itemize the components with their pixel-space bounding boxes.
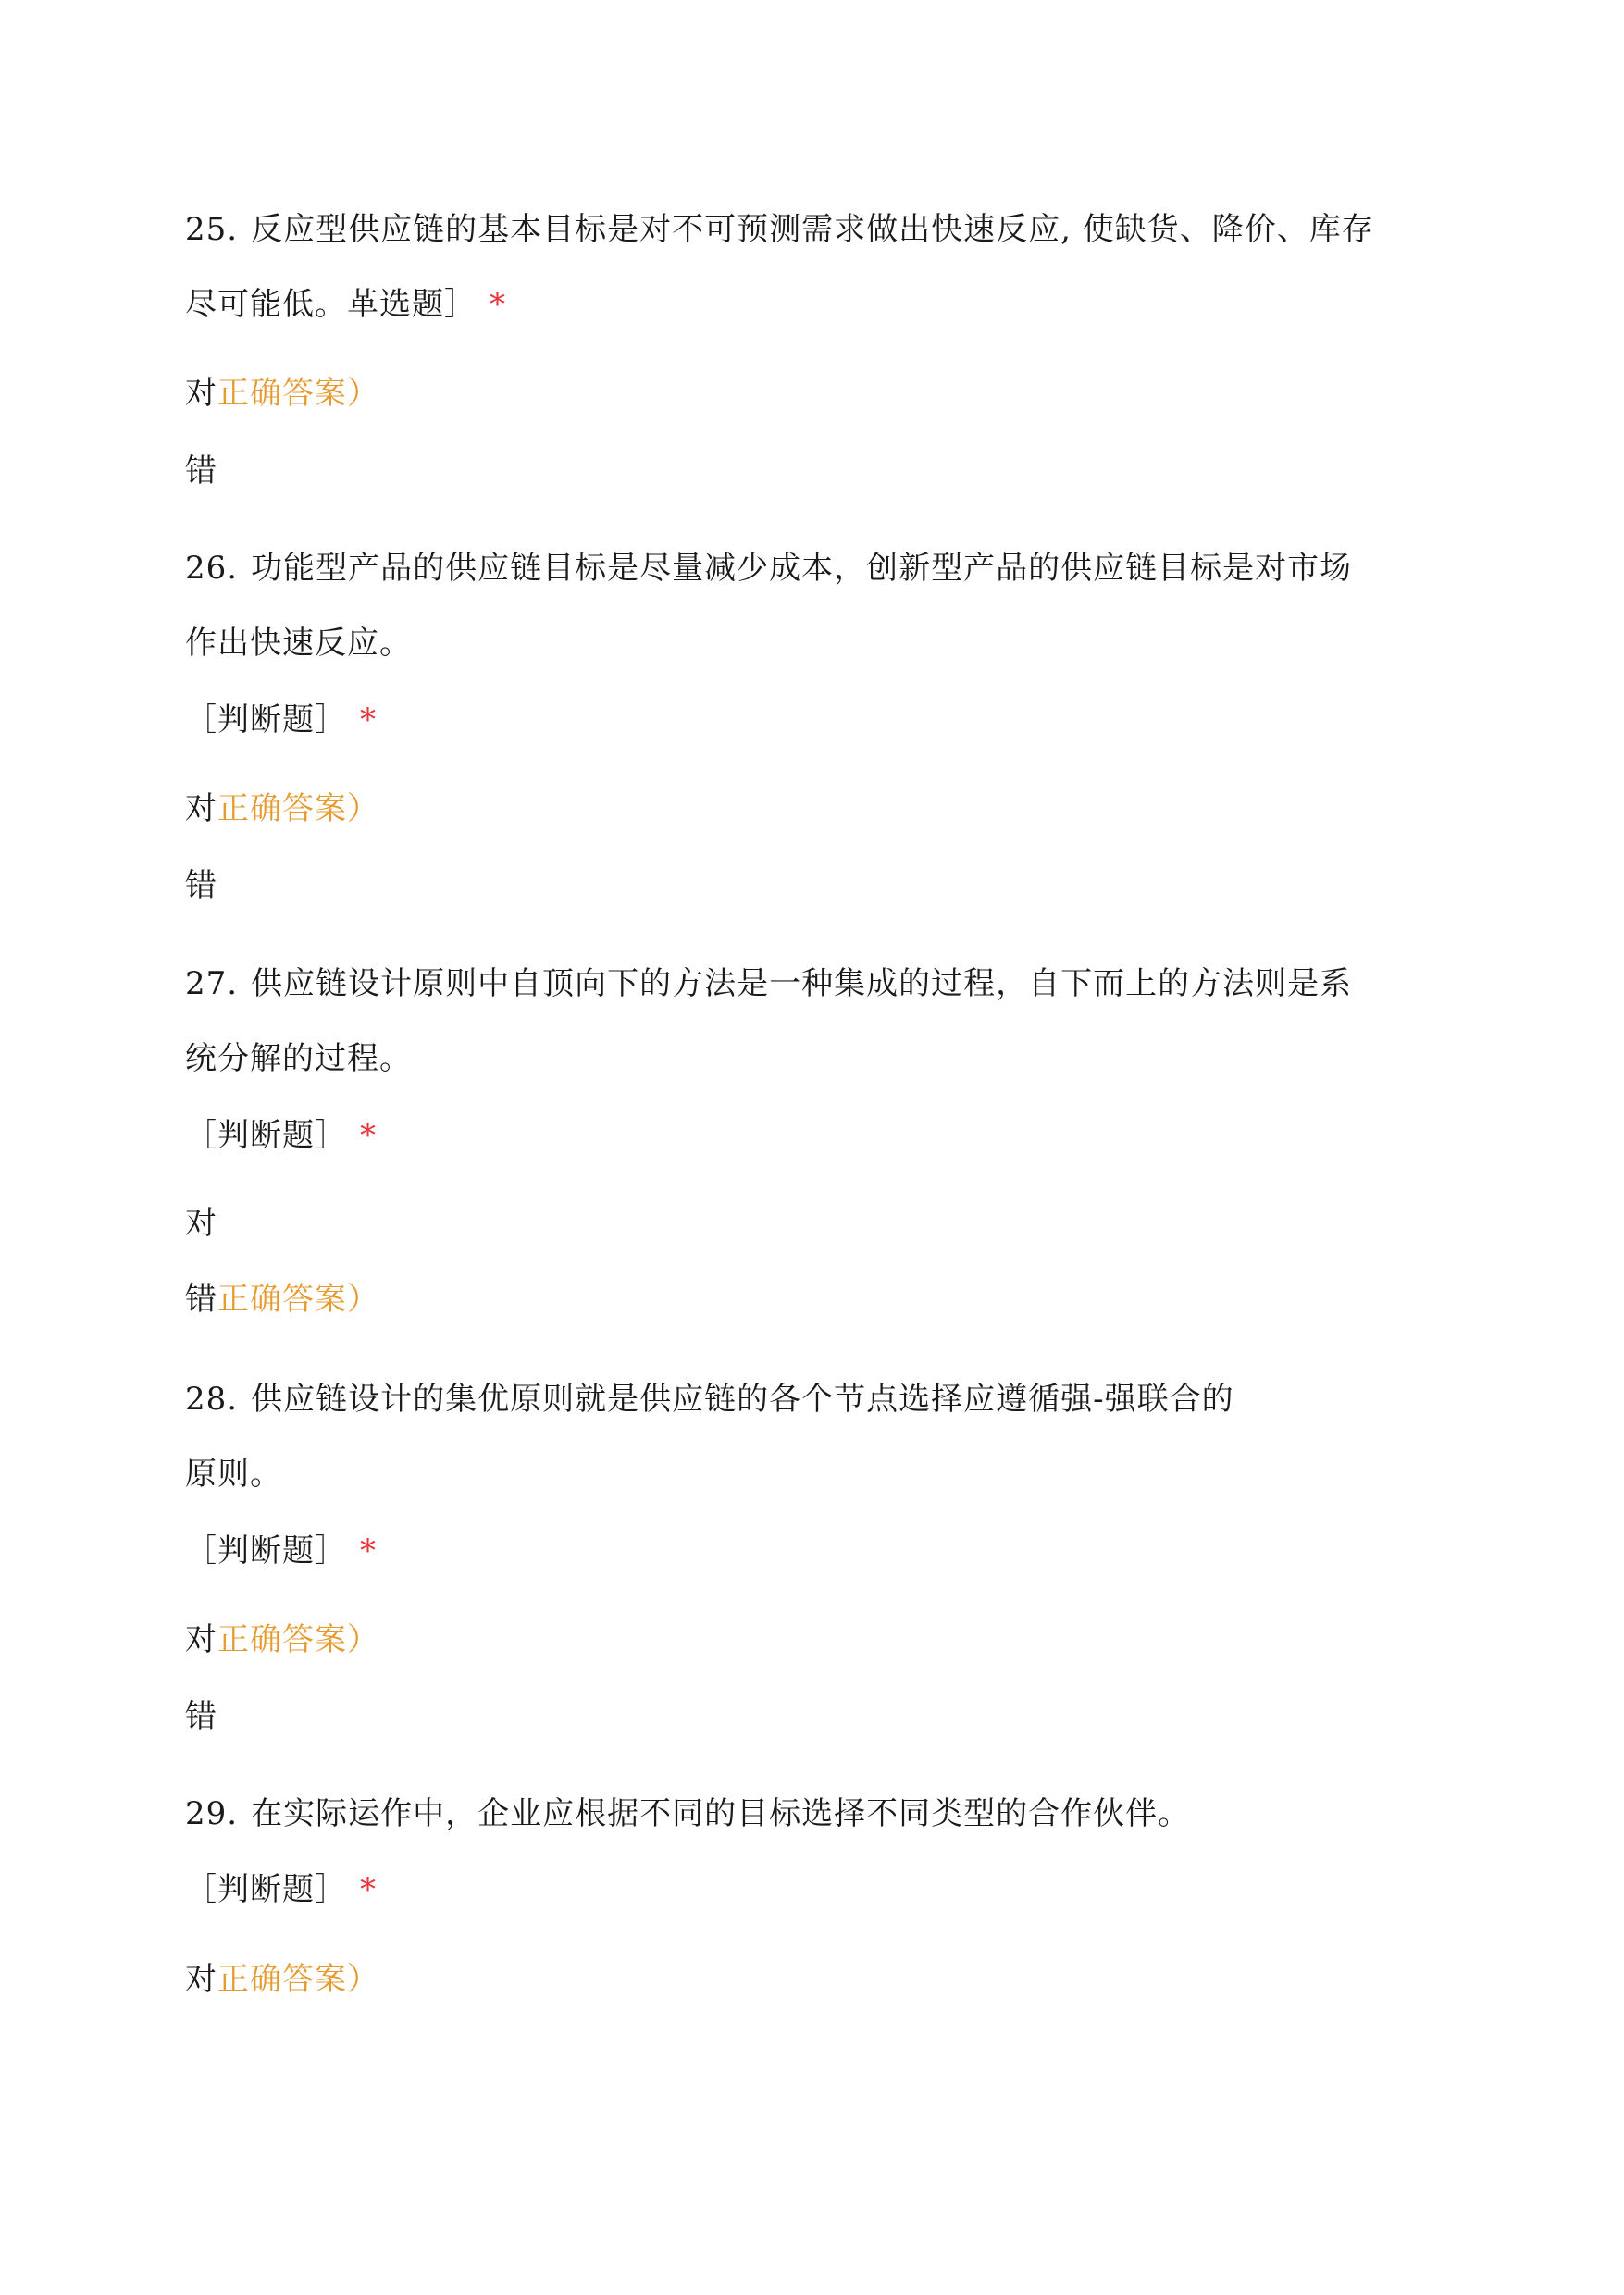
question-29-line-1	[185, 1793, 1190, 1834]
correct-answer-tag: 正确答案）	[217, 1281, 379, 1318]
question-25-option-2[interactable]	[185, 451, 217, 491]
question-text: 尽可能低。革选题］	[185, 286, 477, 323]
question-text: 统分解的过程。	[185, 1040, 412, 1077]
required-star: *	[360, 1117, 377, 1154]
question-type-label: ［判断题］	[185, 1532, 347, 1569]
question-27-line-2	[185, 1038, 412, 1079]
required-star: *	[360, 701, 377, 738]
option-label: 错	[185, 867, 217, 904]
question-text: 功能型产品的供应链目标是尽量减少成本，创新型产品的供应链目标是对市场	[251, 550, 1353, 587]
question-27-option-1[interactable]	[185, 1203, 217, 1244]
question-text: 原则。	[185, 1456, 282, 1493]
option-label: 对	[185, 375, 217, 412]
question-number: 29.	[185, 1795, 239, 1832]
option-label: 错	[185, 1281, 217, 1318]
question-27-line-1	[185, 963, 1352, 1004]
question-25-line-2	[185, 284, 506, 325]
question-26-option-1[interactable]	[185, 788, 379, 829]
question-28-line-1	[185, 1379, 1234, 1420]
question-25-option-1[interactable]	[185, 373, 379, 414]
question-type-label: ［判断题］	[185, 1117, 347, 1154]
required-star: *	[360, 1871, 377, 1908]
question-29-type	[185, 1869, 377, 1910]
question-26-type	[185, 700, 377, 740]
option-label: 错	[185, 453, 217, 490]
question-28-line-2	[185, 1454, 282, 1495]
question-number: 26.	[185, 550, 239, 587]
correct-answer-tag: 正确答案）	[217, 1961, 379, 1998]
question-text: 供应链设计原则中自顶向下的方法是一种集成的过程，自下而上的方法则是系	[251, 965, 1353, 1002]
required-star: *	[360, 1532, 377, 1569]
option-label: 对	[185, 790, 217, 827]
question-number: 25.	[185, 211, 239, 248]
question-28-option-2[interactable]	[185, 1696, 217, 1737]
option-label: 对	[185, 1205, 217, 1242]
question-27-option-2[interactable]	[185, 1279, 379, 1320]
question-25-line-1	[185, 209, 1374, 250]
question-text: 作出快速反应。	[185, 625, 412, 662]
question-text: 供应链设计的集优原则就是供应链的各个节点选择应遵循强-强联合的	[251, 1381, 1234, 1418]
required-star: *	[490, 286, 506, 323]
question-28-type	[185, 1531, 377, 1571]
option-label: 对	[185, 1621, 217, 1658]
option-label: 错	[185, 1698, 217, 1735]
question-26-line-2	[185, 623, 412, 664]
correct-answer-tag: 正确答案）	[217, 790, 379, 827]
question-29-option-1[interactable]	[185, 1959, 379, 2000]
question-number: 28.	[185, 1381, 239, 1418]
question-text: 在实际运作中，企业应根据不同的目标选择不同类型的合作伙伴。	[251, 1795, 1191, 1832]
option-label: 对	[185, 1961, 217, 1998]
question-26-option-2[interactable]	[185, 865, 217, 906]
question-number: 27.	[185, 965, 239, 1002]
question-type-label: ［判断题］	[185, 701, 347, 738]
correct-answer-tag: 正确答案）	[217, 1621, 379, 1658]
question-type-label: ［判断题］	[185, 1871, 347, 1908]
question-28-option-1[interactable]	[185, 1619, 379, 1660]
question-text: 反应型供应链的基本目标是对不可预测需求做出快速反应, 使缺货、降价、库存	[251, 211, 1374, 248]
question-26-line-1	[185, 548, 1352, 589]
question-27-type	[185, 1115, 377, 1156]
correct-answer-tag: 正确答案）	[217, 375, 379, 412]
